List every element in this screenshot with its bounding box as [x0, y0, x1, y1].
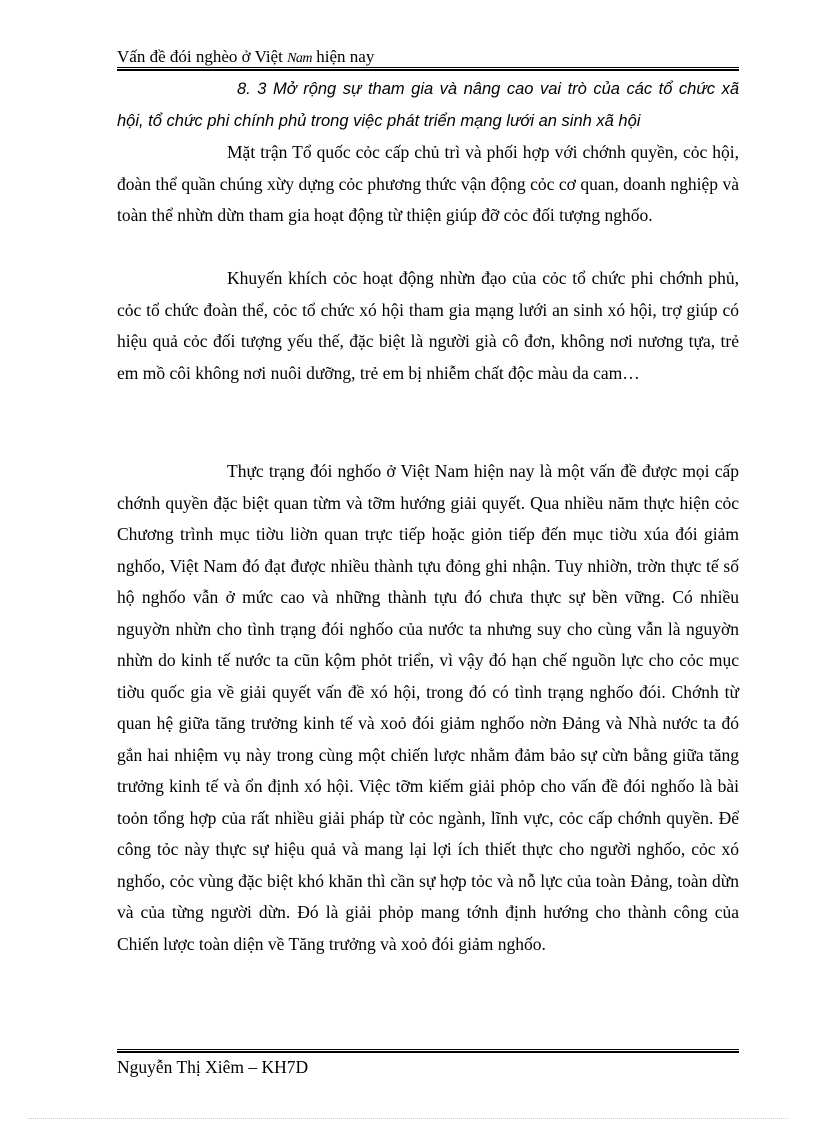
header-rule — [117, 67, 739, 71]
header-title-part: hiện nay — [312, 47, 375, 66]
body-paragraph: Mặt trận Tổ quốc cỏc cấp chủ trì và phối hợp với chớnh quyền, cỏc hội, đoàn thể quần chúng xừy dựng cỏc phương thức vận động cỏc cơ quan, doanh nghiệp và toàn thể nhừn dừn tham gia hoạt động từ thiện giúp đỡ cỏc đối tượng nghốo. — [117, 142, 739, 225]
body-paragraph: Thực trạng đói nghốo ở Việt Nam hiện nay là một vấn đề được mọi cấp chớnh quyền đặc biệt quan từm và tỡm hướng giải quyết. Qua nhiều năm thực hiện cỏc Chương trình mục tiờu liờn quan trực tiếp hoặc giỏn tiếp đến mục tiờu xúa đói giảm nghốo, Việt Nam đó đạt được nhiều thành tựu đỏng ghi nhận. Tuy nhiờn, trờn thực tế số hộ nghốo vẫn ở mức cao và những thành tựu đó chưa thực sự bền vững. Có nhiều nguyờn nhừn cho tình trạng đói nghốo của nước ta nhưng suy cho cùng vẫn là nguyờn nhừn do kinh tế nước ta cũn kộm phỏt triển, vì vậy đó hạn chế nguồn lực cho cỏc mục tiờu quốc gia về giải quyết vấn đề xó hội, trong đó có tình trạng nghốo đói. Chớnh từ quan hệ giữa tăng trưởng kinh tế và xoỏ đói giảm nghốo nờn Đảng và Nhà nước ta đó gắn hai nhiệm vụ này trong cùng một chiến lược nhằm đảm bảo sự cừn bằng giữa tăng trưởng kinh tế và ổn định xó hội. Việc tỡm kiếm giải phỏp cho vấn đề đói nghốo là bài toỏn tổng hợp của rất nhiều giải pháp từ cỏc ngành, lĩnh vực, cỏc cấp chớnh quyền. Để công tỏc này thực sự hiệu quả và mang lại lợi ích thiết thực cho người nghốo, cỏc xó nghốo, cỏc vùng đặc biệt khó khăn thì cần sự hợp tỏc và nỗ lực của toàn Đảng, toàn dừn và của từng người dừn. Đó là giải phỏp mang tớnh định hướng cho thành công của Chiến lược toàn diện về Tăng trưởng và xoỏ đói giảm nghốo. — [117, 461, 739, 954]
body-paragraph: Khuyến khích cỏc hoạt động nhừn đạo của cỏc tổ chức phi chớnh phủ, cỏc tổ chức đoàn thể, cỏc tổ chức xó hội tham gia mạng lưới an sinh xó hội, trợ giúp có hiệu quả cỏc đối tượng yếu thế, đặc biệt là người già cô đơn, không nơi nương tựa, trẻ em mồ côi không nơi nuôi dưỡng, trẻ em bị nhiễm chất độc màu da cam… — [117, 268, 739, 383]
page-footer-author: Nguyễn Thị Xiêm – KH7D — [117, 1057, 309, 1077]
header-title-part: Vấn đề đói nghèo ở Việt — [117, 47, 288, 66]
section-title: 8. 3 Mở rộng sự tham gia và nâng cao vai trò của các tổ chức xã hội, tổ chức phi chính phủ trong việc phát triển mạng lưới an sinh xã hội — [117, 80, 739, 130]
header-title-styled-word: Nam — [287, 51, 313, 66]
footer-rule — [117, 1049, 739, 1053]
page-bottom-divider — [28, 1118, 788, 1119]
